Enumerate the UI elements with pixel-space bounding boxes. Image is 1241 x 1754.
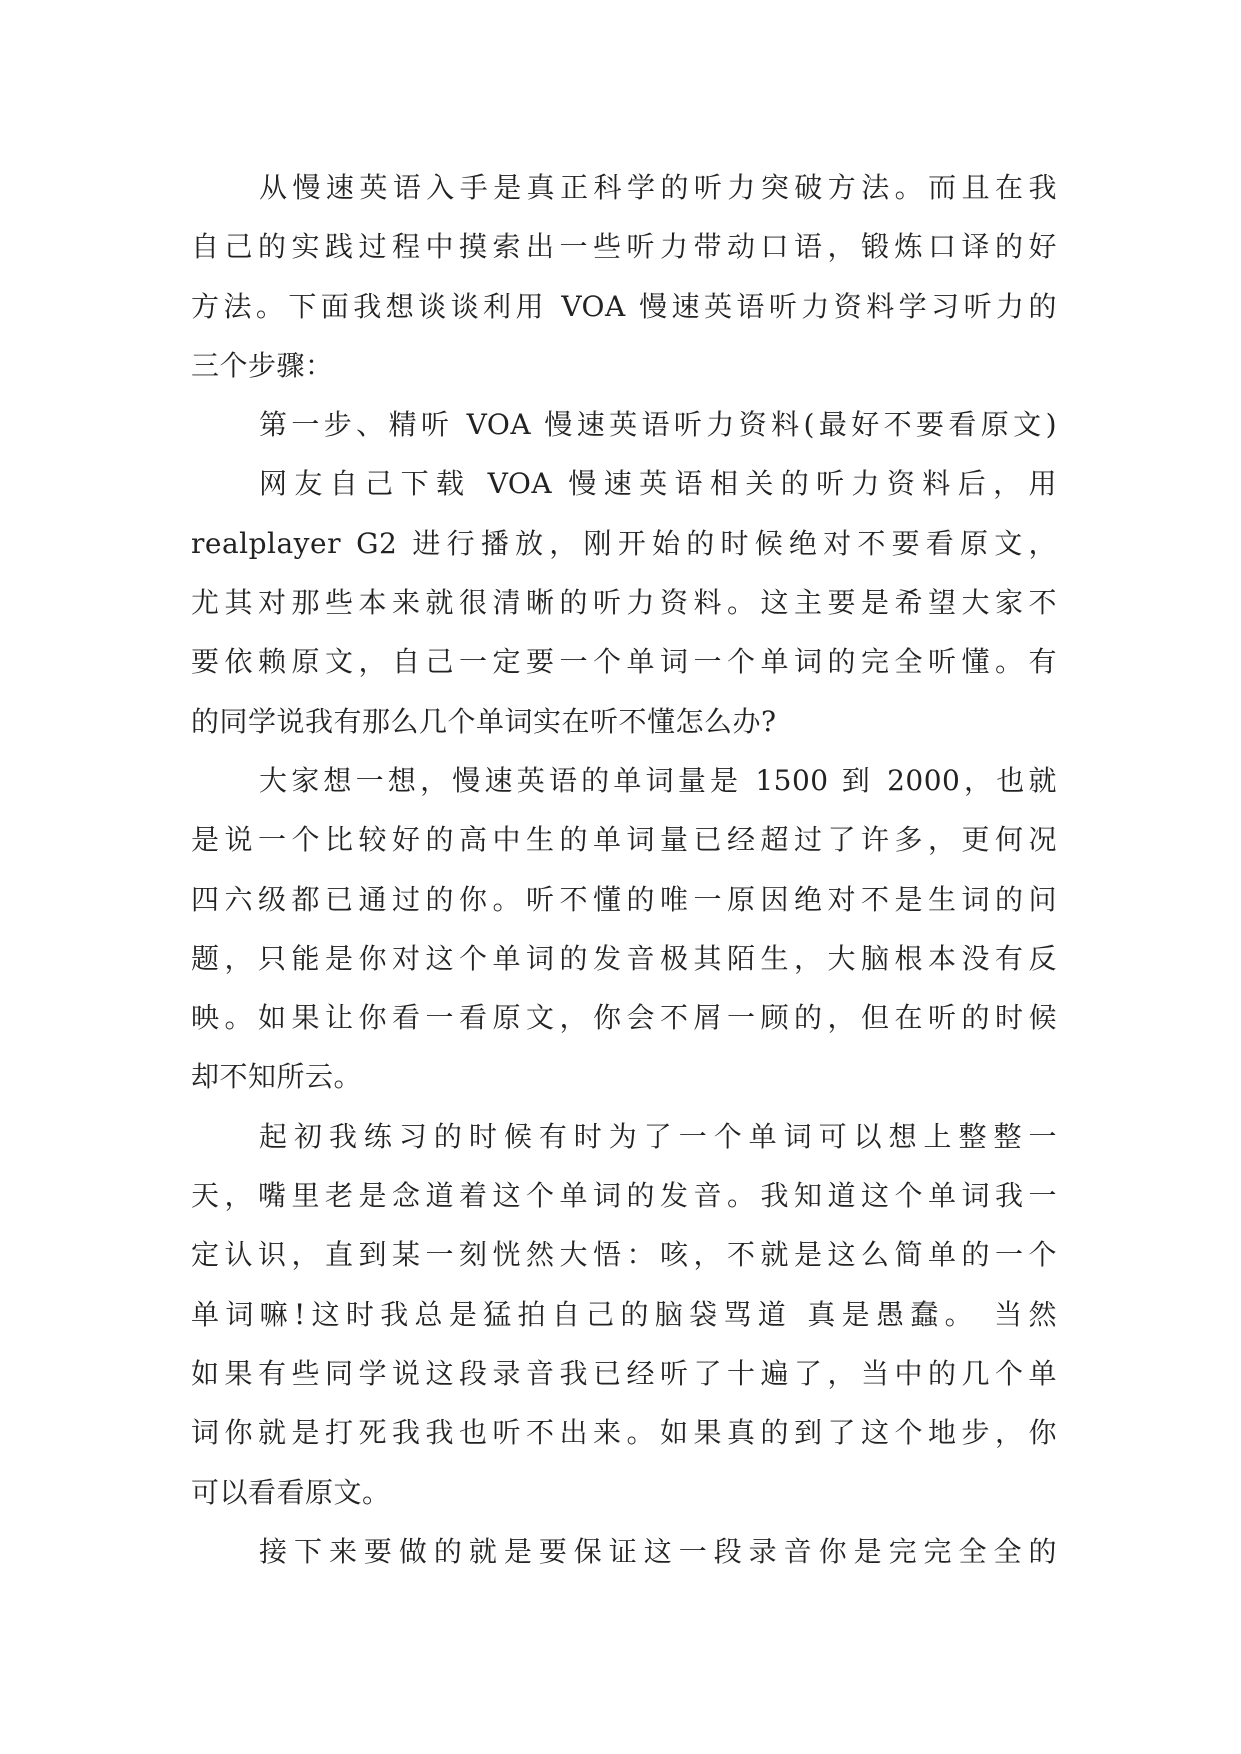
text-line: 大家想一想，慢速英语的单词量是 1500 到 2000，也就 (259, 763, 1057, 797)
text-line: 尤其对那些本来就很清晰的听力资料。这主要是希望大家不 (191, 586, 1057, 620)
text-line: 接下来要做的就是要保证这一段录音你是完完全全的 (259, 1534, 1057, 1568)
text-line: 第一步、精听 VOA 慢速英语听力资料(最好不要看原文) (259, 408, 1057, 442)
text-line: 三个步骤： (191, 348, 334, 382)
text-line: 却不知所云。 (191, 1060, 363, 1094)
text-line: 是说一个比较好的高中生的单词量已经超过了许多，更何况 (191, 823, 1057, 857)
text-line: 词你就是打死我我也听不出来。如果真的到了这个地步，你 (191, 1416, 1057, 1450)
text-line: 网友自己下载 VOA 慢速英语相关的听力资料后，用 (259, 467, 1057, 501)
text-line: 自己的实践过程中摸索出一些听力带动口语，锻炼口译的好 (191, 230, 1057, 264)
text-line: 单词嘛!这时我总是猛拍自己的脑袋骂道 真是愚蠢。 当然 (191, 1297, 1057, 1331)
text-line: 四六级都已通过的你。听不懂的唯一原因绝对不是生词的问 (191, 882, 1057, 916)
text-line: 映。如果让你看一看原文，你会不屑一顾的，但在听的时候 (191, 1001, 1057, 1035)
body-text (191, 158, 1057, 1581)
text-line: 的同学说我有那么几个单词实在听不懂怎么办? (191, 704, 777, 738)
text-line: 定认识，直到某一刻恍然大悟：咳，不就是这么简单的一个 (191, 1238, 1057, 1272)
text-line: 天，嘴里老是念道着这个单词的发音。我知道这个单词我一 (191, 1179, 1057, 1213)
text-line: 从慢速英语入手是真正科学的听力突破方法。而且在我 (259, 171, 1057, 204)
text-line: 要依赖原文，自己一定要一个单词一个单词的完全听懂。有 (191, 645, 1057, 679)
text-line: 可以看看原文。 (191, 1475, 391, 1509)
text-line: 如果有些同学说这段录音我已经听了十遍了，当中的几个单 (191, 1356, 1057, 1390)
text-line: 起初我练习的时候有时为了一个单词可以想上整整一 (259, 1119, 1057, 1153)
text-line: realplayer G2 进行播放，刚开始的时候绝对不要看原文， (191, 526, 1057, 560)
text-line: 题，只能是你对这个单词的发音极其陌生，大脑根本没有反 (191, 941, 1057, 975)
text-line: 方法。下面我想谈谈利用 VOA 慢速英语听力资料学习听力的 (191, 289, 1057, 323)
